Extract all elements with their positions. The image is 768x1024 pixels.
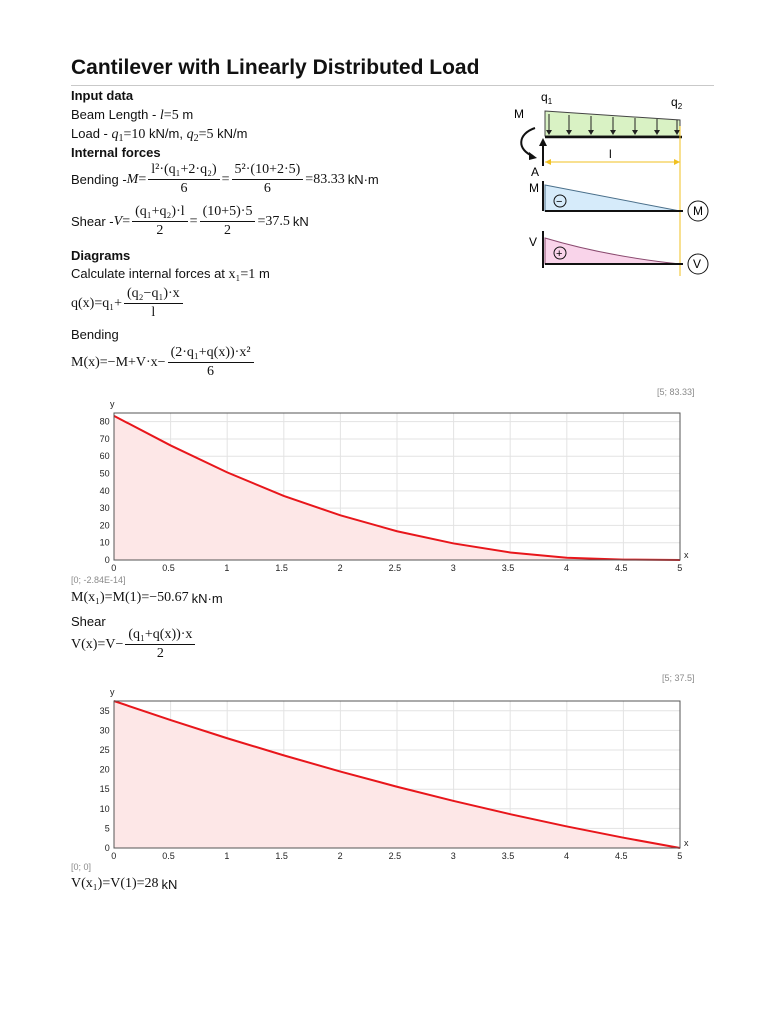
- bending-unit: kN·m: [347, 172, 379, 187]
- moment-arrowhead: [529, 152, 537, 160]
- mx-lhs: M(x)=−M+V·x−: [71, 354, 166, 370]
- x-tick-label: 0: [111, 563, 117, 573]
- y-axis-label: y: [110, 399, 115, 409]
- y-tick-label: 0: [104, 555, 110, 565]
- shear-max-label: [5; 37.5]: [662, 673, 695, 683]
- x-tick-label: 3.5: [501, 563, 515, 573]
- shear-fraction: $\frac{\text{(q₁+q₂)·l}}{2}$: [132, 204, 188, 239]
- x-tick-label: 0.5: [162, 851, 175, 861]
- bending-label: Bending -: [71, 172, 127, 187]
- x-tick-label: 3.5: [501, 851, 515, 861]
- q1-var: q: [111, 127, 119, 142]
- shear-heading: Shear: [71, 614, 106, 629]
- shear-label: Shear -: [71, 214, 114, 229]
- bending-min-label: [0; -2.84E-14]: [71, 575, 126, 585]
- length-var: l: [159, 108, 164, 123]
- x-tick-label: 4: [564, 851, 570, 861]
- y-tick-label: 70: [99, 433, 110, 444]
- bending-var: M: [126, 171, 139, 187]
- m-result-line: [71, 590, 223, 606]
- x-tick-label: 1.5: [275, 851, 288, 861]
- q1-unit: kN/m,: [149, 126, 183, 141]
- y-tick-label: 80: [99, 416, 110, 427]
- x-tick-label: 2.5: [388, 851, 402, 861]
- y-tick-label: 25: [99, 745, 110, 755]
- sketch-m-label: M: [529, 181, 539, 195]
- length-value: 5: [171, 108, 179, 123]
- m-circle-label: M: [693, 204, 703, 218]
- beam-length-label: Beam Length -: [71, 107, 160, 122]
- length-unit: m: [182, 107, 194, 122]
- x-tick-label: 3: [450, 851, 456, 861]
- x-tick-label: 1: [224, 851, 230, 861]
- x1-eq: x₁=1: [228, 267, 256, 282]
- internal-heading: Internal forces: [71, 145, 161, 160]
- qx-fraction: $\frac{\text{(q₂−q₁)·x}}{l}$: [124, 286, 183, 321]
- dim-arrow-left: [545, 159, 551, 165]
- bending-heading: Bending: [71, 327, 119, 342]
- y-tick-label: 50: [99, 468, 110, 479]
- y-tick-label: 35: [99, 705, 110, 716]
- qx-lhs: q(x)=q₁+: [71, 295, 122, 311]
- v-result-unit: kN: [161, 876, 178, 892]
- y-tick-label: 30: [99, 725, 110, 736]
- x-tick-label: 5: [677, 851, 683, 861]
- input-heading: Input data: [71, 88, 134, 103]
- bending-chart: [60, 396, 700, 574]
- x-tick-label: 2: [337, 851, 343, 861]
- y-tick-label: 15: [99, 784, 110, 795]
- sketch-length-label: l: [609, 147, 612, 161]
- load-line: Load - $q_1=10$ kN/m, $q_2=5$ kN/m: [71, 126, 248, 144]
- calc-line: [71, 266, 270, 283]
- load-label: Load -: [71, 126, 112, 141]
- mx-fraction: $\frac{\text{(2·q₁+q(x))·x²}}{6}$: [168, 345, 254, 380]
- bending-substitution: $\frac{\text{5²·(10+2·5)}}{6}$: [232, 162, 304, 197]
- plus-sign: +: [556, 248, 563, 260]
- dim-arrow-right: [674, 159, 680, 165]
- x-tick-label: 4: [564, 563, 570, 573]
- x-tick-label: 3: [450, 563, 456, 573]
- x-tick-label: 1.5: [275, 563, 288, 573]
- bending-formula: Bending - M= $\frac{\text{l²·(q₁+2·q₂)}}{6}$ = $\frac{\text{5²·(10+2·5)}}{6}$ =83.33 kN·m: [71, 162, 379, 196]
- page-title: Cantilever with Linearly Distributed Load: [71, 56, 480, 79]
- diagrams-heading: Diagrams: [71, 248, 131, 263]
- q2-var: q: [186, 127, 194, 142]
- shear-min-label: [0; 0]: [71, 862, 92, 872]
- x-tick-label: 2: [337, 563, 343, 573]
- m-result: M(x₁)=M(1)=−50.67: [71, 590, 189, 605]
- x-tick-label: 5: [677, 563, 683, 573]
- v-result: V(x₁)=V(1)=28: [71, 876, 159, 891]
- sketch-v-label: V: [529, 235, 538, 249]
- bending-fraction: $\frac{\text{l²·(q₁+2·q₂)}}{6}$: [148, 162, 219, 197]
- x-axis-label: x: [684, 838, 689, 848]
- bending-result: =83.33: [305, 171, 345, 187]
- q1-value: 10: [131, 127, 146, 142]
- y-tick-label: 20: [99, 764, 110, 775]
- x-tick-label: 4.5: [615, 563, 628, 573]
- y-tick-label: 10: [99, 803, 110, 814]
- beam-length-line: Beam Length - l=5 m: [71, 107, 194, 123]
- q2-value: 5: [206, 127, 214, 142]
- moment-arrow-icon: [521, 128, 535, 156]
- x-tick-label: 1: [224, 563, 230, 573]
- shear-unit: kN: [292, 214, 309, 229]
- x-axis-label: x: [684, 550, 689, 560]
- vx-fraction: $\frac{\text{(q₁+q(x))·x}}{2}$: [125, 627, 195, 662]
- beam-sketch: [505, 86, 720, 281]
- minus-sign: −: [556, 196, 563, 208]
- y-axis-label: y: [110, 687, 115, 697]
- y-tick-label: 20: [99, 520, 110, 531]
- q2-sub: 2: [193, 133, 199, 144]
- x-tick-label: 0.5: [162, 563, 175, 573]
- y-tick-label: 5: [104, 823, 110, 834]
- v-result-line: [71, 876, 177, 892]
- x1-unit: m: [258, 266, 270, 281]
- x-tick-label: 4.5: [615, 851, 628, 861]
- mx-formula: [71, 345, 256, 380]
- shear-var: V: [113, 213, 123, 229]
- shear-formula: Shear - V= $\frac{\text{(q₁+q₂)·l}}{2}$ = $\frac{(10+5)\cdot 5}{2}$ =37.5 kN: [71, 204, 309, 238]
- sketch-support-label: A: [531, 165, 540, 179]
- sketch-q2-label: $q_2$: [671, 95, 683, 111]
- m-result-unit: kN·m: [191, 590, 223, 606]
- q2-unit: kN/m: [217, 126, 248, 141]
- x-tick-label: 0: [111, 851, 117, 861]
- vx-formula: [71, 627, 197, 662]
- calc-text: Calculate internal forces at: [71, 266, 229, 281]
- v-circle-label: V: [693, 257, 702, 271]
- bending-max-label: [5; 83.33]: [657, 387, 695, 397]
- shear-chart: [60, 682, 700, 862]
- y-tick-label: 10: [99, 537, 110, 548]
- vx-lhs: V(x)=V−: [71, 636, 124, 652]
- shear-substitution: $\frac{(10+5)\cdot 5}{2}$: [200, 204, 256, 239]
- sketch-q1-label: $q_1$: [541, 90, 553, 106]
- shear-result: =37.5: [257, 213, 290, 229]
- y-tick-label: 0: [104, 843, 110, 853]
- q1-sub: 1: [118, 133, 124, 144]
- y-tick-label: 40: [99, 485, 110, 496]
- reaction-arrowhead: [539, 138, 547, 146]
- qx-formula: [71, 286, 185, 321]
- x-tick-label: 2.5: [388, 563, 402, 573]
- sketch-moment-label: M: [514, 107, 524, 121]
- y-tick-label: 30: [99, 503, 110, 514]
- y-tick-label: 60: [99, 451, 110, 462]
